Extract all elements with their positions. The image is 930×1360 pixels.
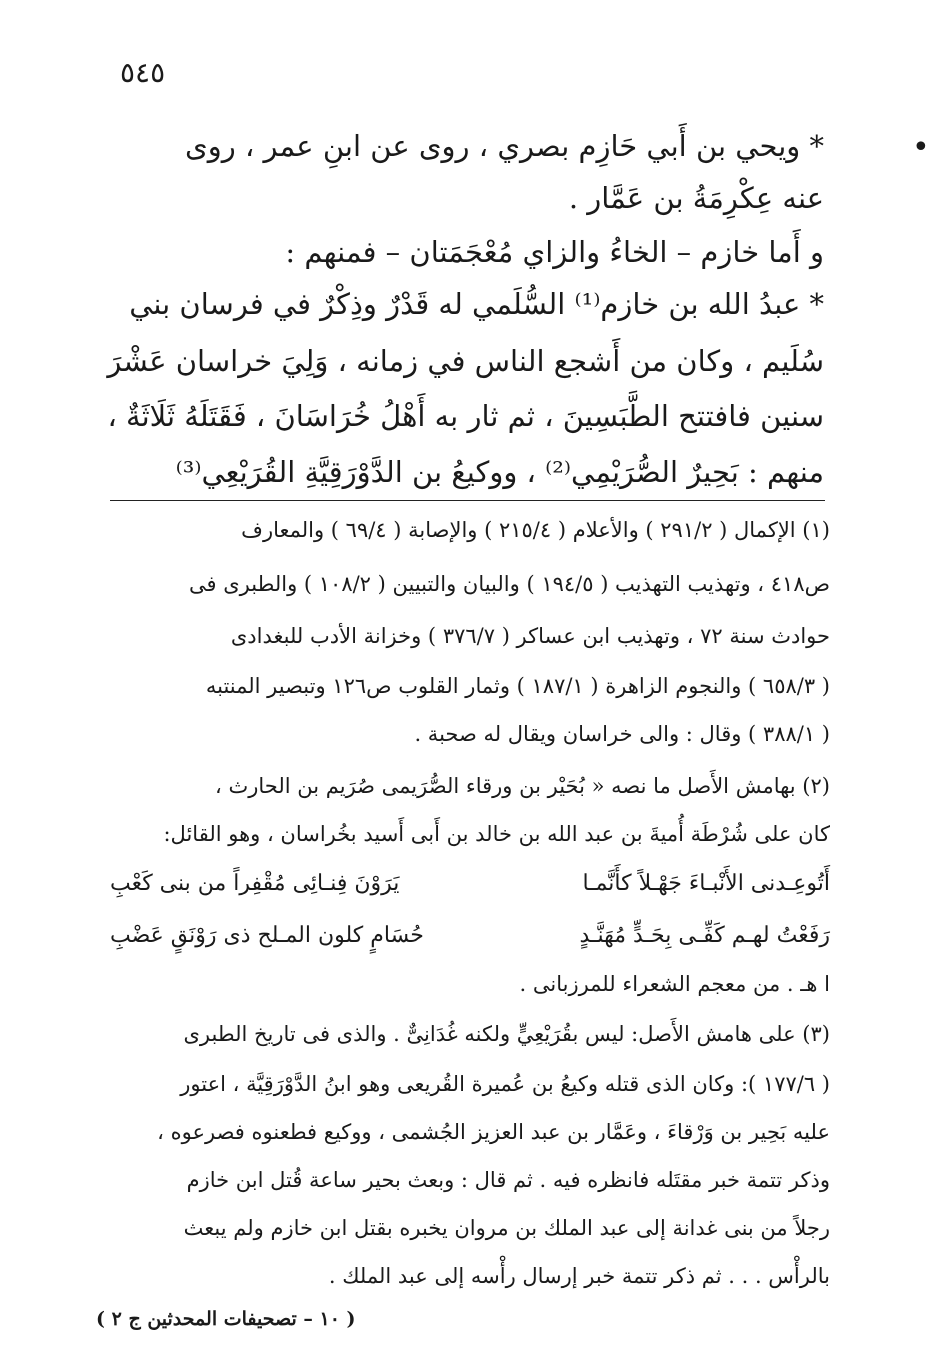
footnote-line: ( ٦٥٨/٣ ) والنجوم الزاهرة ( ١٨٧/١ ) وثمار القلوب ص١٢٦ وتبصير المنتبه [205, 674, 830, 698]
footnote-line: بالرأْس . . . ثم ذكر تتمة خبر إرسال رأْسه إلى عبد الملك . [328, 1264, 830, 1288]
verse-hemistich: رَفَعْتُ لهـم كَفِّـى بِحَـدٍّ مُهَنَّـدٍ [579, 923, 830, 948]
footnote-line: وذكر تتمة خبر مقتَله فانظره فيه . ثم قال : وبعث بحير ساعة قُتل ابن خازم [186, 1168, 830, 1192]
body-line: منهم : بَحِيرٌ الصُّرَيْمِي⁽²⁾ ، ووكيعُ بن الدَّوْرَقِيَّةِ القُرَيْعِي⁽³⁾ [175, 455, 824, 489]
body-line: و أَما خازم – الخاءُ والزاي مُعْجَمَتان – فمنهم : [285, 235, 824, 269]
footnote-line: ا هـ . من معجم الشعراء للمرزبانى . [519, 972, 830, 996]
footnote-line: ( ١٧٧/٦ ): وكان الذى قتله وكيعُ بن عُميرة القُريعى وهو ابنُ الدَّوْرَقِيَّة ، اعتور [180, 1072, 830, 1096]
body-line: * ويحي بن أَبي حَازِم بصري ، روى عن ابنِ عمر ، روى [185, 129, 824, 163]
footnote-line: ص٤١٨ ، وتهذيب التهذيب ( ١٩٤/٥ ) والبيان والتبيين ( ١٠٨/٢ ) والطبرى فى [189, 572, 830, 596]
footnote-line: (٢) بهامش الأَصل ما نصه « بُحَيْر بن ورقاء الصُّرَيمى صُرَيم بن الحارث ، [215, 774, 830, 798]
page-number: ٥٤٥ [120, 56, 166, 89]
verse-line [110, 862, 830, 906]
footnote-line: عليه بَحِير بن وَرْقاءَ ، وعَمَّار بن عبد العزيز الجُشمى ، ووكيع فطعنوه فصرعوه ، [157, 1120, 830, 1144]
footnote-line: (١) الإكمال ( ٢٩١/٢ ) والأعلام ( ٢١٥/٤ ) والإصابة ( ٦٩/٤ ) والمعارف [241, 518, 830, 542]
footnote-line: حوادث سنة ٧٢ ، وتهذيب ابن عساكر ( ٣٧٦/٧ ) وخزانة الأدب للبغدادى [230, 624, 830, 648]
page-footer: ( ١٠ – تصحيفات المحدثين ج ٢ ) [96, 1308, 356, 1330]
body-line: عنه عِكْرِمَةُ بن عَمَّار . [568, 181, 824, 215]
margin-mark: • [912, 130, 930, 165]
verse-hemistich: أَتُوعِـدنى الأَنْبـاءَ جَهْـلاً كأَنَّمـا [582, 871, 830, 896]
body-line: سُلَيم ، وكان من أَشجع الناس في زمانه ، وَلِيَ خراسان عَشْرَ [107, 344, 824, 378]
footnote-line: ( ٣٨٨/١ ) وقال : والى خراسان ويقال له صحبة . [414, 722, 830, 746]
footnote-line: (٣) على هامش الأَصل: ليس بقُرَيْعِيٍّ ولكنه غُدَانِىٌّ . والذى فى تاريخ الطبرى [183, 1022, 830, 1046]
verse-hemistich: يَرَوْنَ فِنـائِى مُقْفِراً من بنى كَعْبِ [110, 871, 400, 896]
footnote-line: رجلاً من بنى غدانة إلى عبد الملك بن مروان يخبره بقتل ابن خازم ولم يبعث [183, 1216, 830, 1240]
body-line: * عبدُ الله بن خازم⁽¹⁾ السُّلَمي له قَدْرٌ وذِكْرٌ في فرسان بني [129, 287, 824, 321]
footnote-line: كان على شُرْطَة أُميةَ بن عبد الله بن خالد بن أَبى أَسيد بخُراسان ، وهو القائل: [163, 822, 830, 846]
footnote-separator [110, 500, 825, 501]
body-line: سنين فافتتح الطَّبَسِينَ ، ثم ثار به أَهْلُ خُرَاسَانَ ، فَقَتَلَهُ ثَلَاثَةٌ ، [107, 399, 824, 433]
verse-hemistich: حُسَامٍ كلون المـلح ذى رَوْنَقٍ عَضْبِ [110, 923, 424, 948]
verse-line [110, 914, 830, 958]
